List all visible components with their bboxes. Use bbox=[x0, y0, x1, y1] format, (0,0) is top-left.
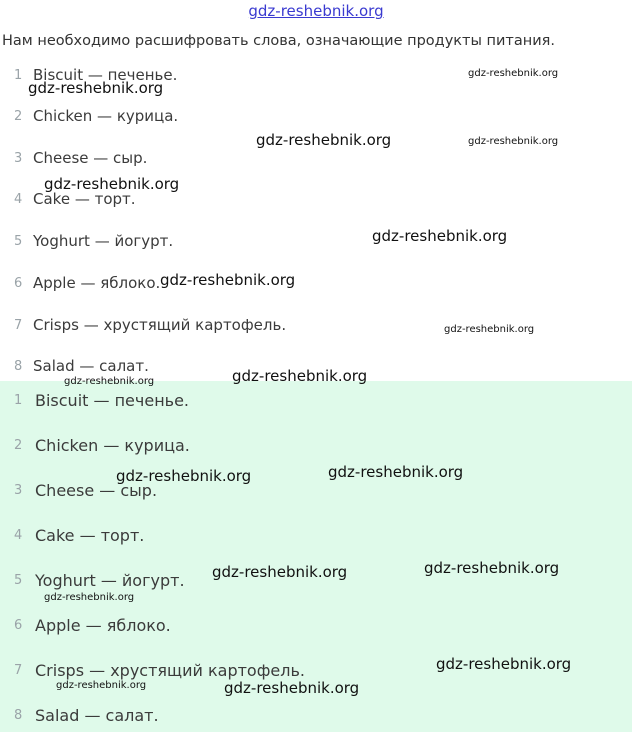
watermark: gdz-reshebnik.org bbox=[212, 563, 348, 581]
watermark: gdz-reshebnik.org bbox=[44, 592, 135, 603]
item-number: 6 bbox=[14, 617, 23, 633]
intro-text: Нам необходимо расшифровать слова, означающие продукты питания. bbox=[2, 33, 556, 49]
item-number: 6 bbox=[14, 275, 23, 291]
item-text: Salad — салат. bbox=[35, 705, 159, 725]
watermark: gdz-reshebnik.org bbox=[160, 271, 296, 289]
item-number: 4 bbox=[14, 527, 23, 543]
watermark: gdz-reshebnik.org bbox=[328, 463, 464, 481]
watermark: gdz-reshebnik.org bbox=[468, 68, 559, 79]
list-item bbox=[14, 314, 286, 336]
watermark: gdz-reshebnik.org bbox=[232, 367, 368, 385]
item-text: Cheese — сыр. bbox=[33, 149, 148, 167]
item-text: Apple — яблоко. bbox=[33, 274, 161, 292]
item-text: Cake — торт. bbox=[33, 190, 136, 208]
item-text: Apple — яблоко. bbox=[35, 615, 171, 635]
watermark: gdz-reshebnik.org bbox=[444, 324, 535, 335]
list-item bbox=[14, 568, 185, 592]
watermark: gdz-reshebnik.org bbox=[116, 467, 252, 485]
item-number: 1 bbox=[14, 392, 23, 408]
item-text: Yoghurt — йогурт. bbox=[35, 570, 185, 590]
item-text: Crisps — хрустящий картофель. bbox=[35, 660, 305, 680]
item-text: Biscuit — печенье. bbox=[35, 390, 190, 410]
list-item bbox=[14, 613, 171, 637]
list-item bbox=[14, 230, 173, 252]
watermark: gdz-reshebnik.org bbox=[64, 376, 155, 387]
header-link[interactable]: gdz-reshebnik.org bbox=[248, 2, 384, 20]
item-number: 7 bbox=[14, 662, 23, 678]
item-number: 3 bbox=[14, 482, 23, 498]
item-number: 5 bbox=[14, 233, 23, 249]
item-number: 2 bbox=[14, 108, 23, 124]
watermark: gdz-reshebnik.org bbox=[224, 679, 360, 697]
item-number: 7 bbox=[14, 317, 23, 333]
watermark: gdz-reshebnik.org bbox=[436, 655, 572, 673]
list-item bbox=[14, 388, 189, 412]
item-number: 4 bbox=[14, 191, 23, 207]
item-text: Crisps — хрустящий картофель. bbox=[33, 316, 287, 334]
item-number: 5 bbox=[14, 572, 23, 588]
item-text: Cake — торт. bbox=[35, 525, 145, 545]
watermark: gdz-reshebnik.org bbox=[372, 227, 508, 245]
list-item bbox=[14, 355, 149, 377]
watermark: gdz-reshebnik.org bbox=[256, 131, 392, 149]
list-item bbox=[14, 147, 147, 169]
list-item bbox=[14, 703, 159, 727]
list-item bbox=[14, 523, 144, 547]
item-text: Chicken — курица. bbox=[35, 435, 190, 455]
item-number: 8 bbox=[14, 358, 23, 374]
watermark: gdz-reshebnik.org bbox=[44, 175, 180, 193]
item-text: Chicken — курица. bbox=[33, 107, 179, 125]
watermark: gdz-reshebnik.org bbox=[28, 79, 164, 97]
list-item bbox=[14, 433, 190, 457]
item-number: 8 bbox=[14, 707, 23, 723]
item-number: 2 bbox=[14, 437, 23, 453]
item-text: Salad — салат. bbox=[33, 357, 149, 375]
list-item bbox=[14, 105, 178, 127]
watermark: gdz-reshebnik.org bbox=[56, 680, 147, 691]
item-text: Biscuit — печенье. bbox=[33, 66, 178, 84]
item-text: Cheese — сыр. bbox=[35, 480, 158, 500]
item-number: 1 bbox=[14, 67, 23, 83]
watermark: gdz-reshebnik.org bbox=[468, 136, 559, 147]
list-item bbox=[14, 272, 160, 294]
watermark: gdz-reshebnik.org bbox=[424, 559, 560, 577]
item-number: 3 bbox=[14, 150, 23, 166]
item-text: Yoghurt — йогурт. bbox=[33, 232, 174, 250]
